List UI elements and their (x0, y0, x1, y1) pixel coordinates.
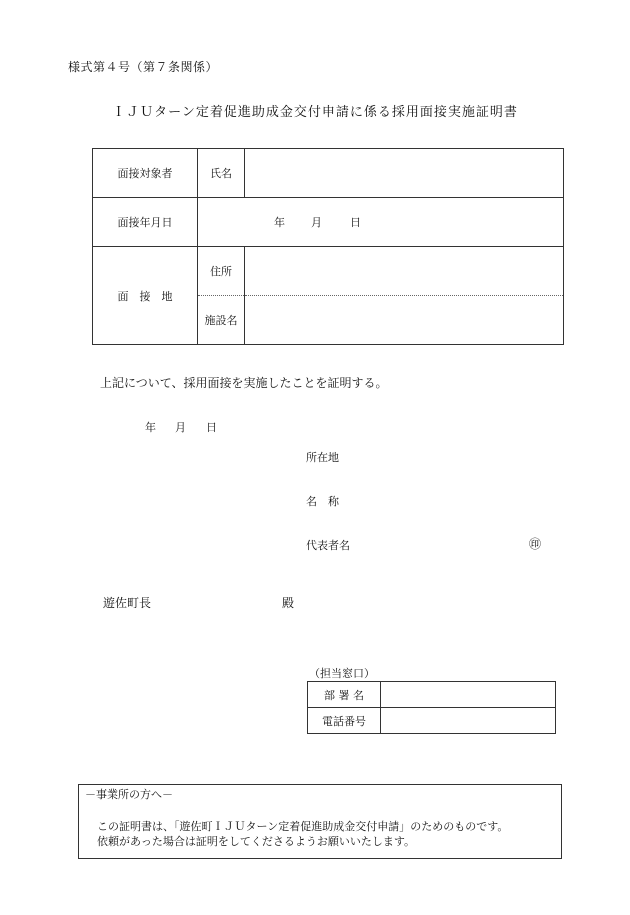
department-label: 部 署 名 (308, 682, 381, 708)
interviewee-label: 面接対象者 (93, 149, 198, 198)
contact-table (307, 681, 556, 734)
notice-heading: －事業所の方へ－ (85, 788, 173, 801)
address-field[interactable] (245, 247, 564, 296)
representative-label: 代表者名 (306, 539, 350, 552)
addressee: 遊佐町長 (103, 596, 152, 610)
date-month-label: 月 (311, 216, 322, 229)
date-year-label: 年 (274, 216, 285, 229)
name-field[interactable] (245, 149, 564, 198)
form-number-label: 様式第４号（第７条関係） (68, 60, 219, 74)
date-day-label: 日 (350, 216, 361, 229)
notice-box (78, 784, 562, 859)
name-label: 氏名 (198, 149, 245, 198)
department-field[interactable] (381, 682, 556, 708)
sign-month-label: 月 (175, 421, 186, 434)
phone-field[interactable] (381, 708, 556, 734)
facility-field[interactable] (245, 296, 564, 345)
honorific: 殿 (282, 596, 295, 610)
signature-date[interactable] (145, 419, 217, 435)
facility-label: 施設名 (198, 296, 245, 345)
document-title: ＩＪＵターン定着促進助成金交付申請に係る採用面接実施証明書 (112, 105, 518, 120)
notice-line-2: 依頼があった場合は証明をしてくださるようお願いいたします。 (97, 835, 416, 848)
sign-year-label: 年 (145, 421, 156, 434)
seal-mark: ㊞ (529, 537, 542, 551)
sign-day-label: 日 (206, 421, 217, 434)
location-label: 所在地 (306, 451, 339, 464)
interview-date-field[interactable] (198, 198, 564, 247)
certification-statement: 上記について、採用面接を実施したことを証明する。 (100, 376, 388, 390)
address-label: 住所 (198, 247, 245, 296)
notice-line-1: この証明書は、「遊佐町ＩＪＵターン定着促進助成金交付申請」のためのものです。 (97, 820, 509, 833)
contact-title: （担当窓口） (309, 667, 375, 680)
interview-place-label: 面 接 地 (93, 247, 198, 345)
phone-label: 電話番号 (308, 708, 381, 734)
interview-info-table (92, 148, 564, 345)
interview-date-label: 面接年月日 (93, 198, 198, 247)
company-name-label: 名 称 (306, 495, 339, 508)
